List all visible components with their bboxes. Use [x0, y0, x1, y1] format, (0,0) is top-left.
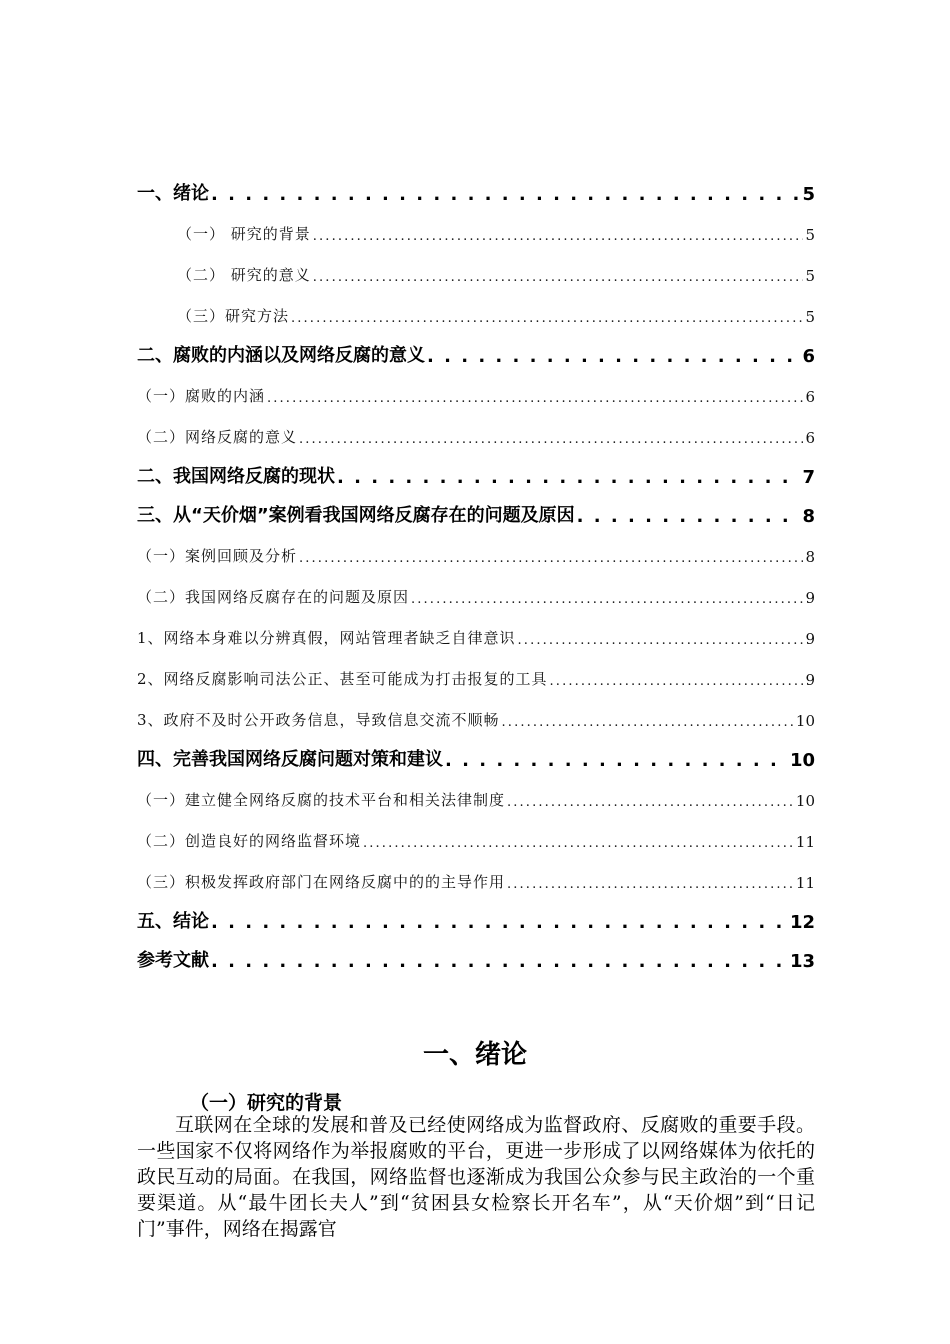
toc-entry[interactable]: [137, 291, 815, 332]
toc-page-number: 10: [795, 792, 815, 810]
toc-entry-title: 3、政府不及时公开政务信息，导致信息交流不顺畅: [137, 711, 500, 729]
toc-entry-title: 二、我国网络反腐的现状: [137, 466, 335, 487]
toc-leader-dots: [267, 391, 803, 406]
table-of-contents: [137, 170, 815, 976]
toc-page-number: 8: [805, 548, 815, 566]
toc-page-number: 6: [802, 346, 815, 367]
toc-entry-title: 参考文献: [137, 950, 209, 971]
toc-entry[interactable]: [137, 695, 815, 736]
section-title: （一）研究的背景: [190, 1092, 343, 1114]
toc-page-number: 6: [805, 429, 815, 447]
toc-leader-dots: [577, 506, 801, 527]
toc-entry-title: 三、从“天价烟”案例看我国网络反腐存在的问题及原因: [137, 505, 575, 526]
toc-page-number: 8: [802, 506, 815, 527]
toc-leader-dots: [313, 229, 804, 244]
toc-leader-dots: [411, 592, 803, 607]
toc-entry-title: （三）积极发挥政府部门在网络反腐中的的主导作用: [137, 873, 506, 891]
toc-entry-title: 一、绪论: [137, 183, 209, 204]
toc-entry[interactable]: [137, 816, 815, 857]
toc-leader-dots: [550, 674, 804, 689]
toc-entry-title: （二）网络反腐的意义: [137, 428, 298, 446]
body-paragraph: 互联网在全球的发展和普及已经使网络成为监督政府、反腐败的重要手段。一些国家不仅将网络作为举报腐败的平台，更进一步形成了以网络媒体为依托的政民互动的局面。在我国，网络监督也逐渐成为我国公众参与民主政治的一个重要渠道。从“最牛团长夫人”到“贫困县女检察长开名车”，从“天价烟”到“日记门”事件，网络在揭露官: [137, 1114, 815, 1240]
toc-page-number: 9: [805, 630, 815, 648]
toc-entry[interactable]: [137, 937, 815, 976]
toc-entry-title: 1、网络本身难以分辨真假，网站管理者缺乏自律意识: [137, 629, 516, 647]
toc-leader-dots: [211, 912, 788, 933]
toc-leader-dots: [291, 311, 803, 326]
toc-entry-title: （二）创造良好的网络监督环境: [137, 832, 362, 850]
toc-leader-dots: [313, 270, 804, 285]
toc-page-number: 11: [795, 833, 815, 851]
toc-entry-title: （一）建立健全网络反腐的技术平台和相关法律制度: [137, 791, 506, 809]
toc-entry[interactable]: [137, 209, 815, 250]
toc-entry[interactable]: [137, 572, 815, 613]
toc-leader-dots: [337, 467, 800, 488]
toc-entry-title: 2、网络反腐影响司法公正、甚至可能成为打击报复的工具: [137, 670, 548, 688]
chapter-title: 一、绪论: [422, 1040, 527, 1070]
toc-entry[interactable]: [137, 332, 815, 371]
toc-page-number: 9: [805, 671, 815, 689]
toc-entry[interactable]: [137, 412, 815, 453]
toc-leader-dots: [507, 795, 794, 810]
toc-leader-dots: [502, 715, 794, 730]
toc-entry[interactable]: [137, 453, 815, 492]
toc-entry[interactable]: [137, 654, 815, 695]
toc-leader-dots: [518, 633, 804, 648]
toc-entry[interactable]: [137, 613, 815, 654]
toc-leader-dots: [299, 551, 803, 566]
toc-page-number: 5: [805, 308, 815, 326]
toc-entry-title: （一）案例回顾及分析: [137, 547, 298, 565]
toc-entry-title: 五、结论: [137, 911, 209, 932]
toc-page-number: 10: [795, 712, 815, 730]
toc-leader-dots: [507, 877, 794, 892]
toc-entry-title: （三）研究方法: [177, 307, 290, 325]
toc-leader-dots: [211, 951, 788, 972]
toc-entry[interactable]: [137, 857, 815, 898]
toc-page-number: 13: [789, 951, 815, 972]
toc-leader-dots: [299, 432, 803, 447]
toc-entry[interactable]: [137, 250, 815, 291]
toc-entry[interactable]: [137, 371, 815, 412]
toc-leader-dots: [427, 346, 800, 367]
toc-page-number: 5: [805, 226, 815, 244]
toc-entry-title: （一）腐败的内涵: [137, 387, 266, 405]
toc-page-number: 10: [789, 750, 815, 771]
toc-entry-title: 四、完善我国网络反腐问题对策和建议: [137, 749, 443, 770]
toc-page-number: 9: [805, 589, 815, 607]
toc-page-number: 6: [805, 388, 815, 406]
toc-page-number: 11: [795, 874, 815, 892]
toc-leader-dots: [211, 184, 800, 205]
toc-entry[interactable]: [137, 531, 815, 572]
toc-entry[interactable]: [137, 170, 815, 209]
toc-entry[interactable]: [137, 736, 815, 775]
toc-entry-title: 二、腐败的内涵以及网络反腐的意义: [137, 345, 425, 366]
toc-leader-dots: [363, 836, 794, 851]
toc-page-number: 5: [802, 184, 815, 205]
toc-page-number: 12: [789, 912, 815, 933]
toc-entry-title: （二）我国网络反腐存在的问题及原因: [137, 588, 410, 606]
toc-entry-title: （一） 研究的背景: [177, 225, 311, 243]
toc-leader-dots: [445, 750, 788, 771]
toc-entry[interactable]: [137, 492, 815, 531]
toc-entry[interactable]: [137, 898, 815, 937]
toc-entry[interactable]: [137, 775, 815, 816]
toc-entry-title: （二） 研究的意义: [177, 266, 311, 284]
toc-page-number: 5: [805, 267, 815, 285]
toc-page-number: 7: [802, 467, 815, 488]
